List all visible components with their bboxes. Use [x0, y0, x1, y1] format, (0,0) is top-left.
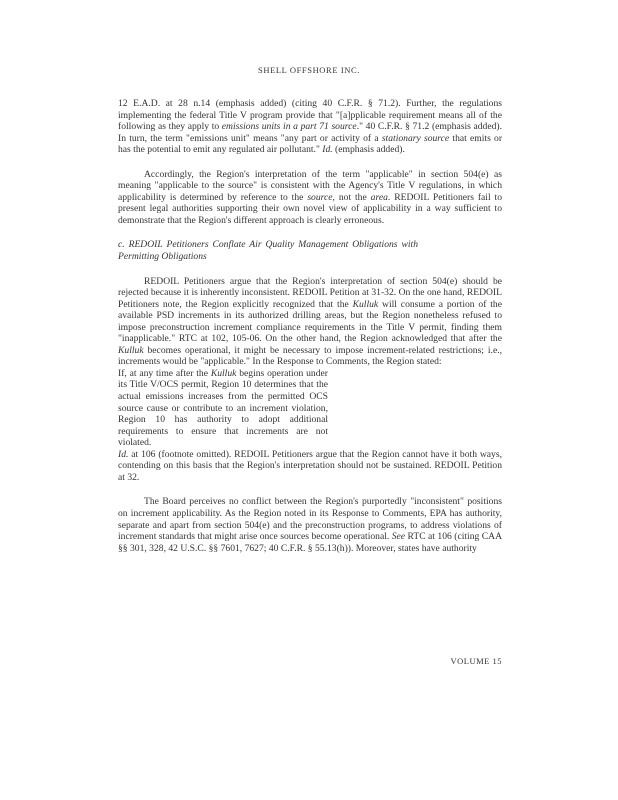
section-heading: c. REDOIL Petitioners Conflate Air Quality Management Obligations with Permitting Obligations [118, 239, 418, 263]
paragraph-2: Accordingly, the Region's interpretation of the term "applicable" in section 504(e) as meaning "applicable to the source" is consistent with the Agency's Title V regulations, in which applicability is determined by reference to the source, not the area. REDOIL Petitioners fail to present legal authorities supporting their own novel view of applicability in a way sufficient to demonstrate that the Region's different approach is clearly erroneous. [118, 168, 503, 226]
page-folio: VOLUME 15 [450, 656, 502, 666]
block-quote: If, at any time after the Kulluk begins operation under its Title V/OCS permit, Region 10 determines that the actual emissions increases from the permitted OCS source cause or contribute to an increment violation, Region 10 has authority to adopt additional requirements to ensure that increments are not violated. [118, 367, 328, 449]
running-head: SHELL OFFSHORE INC. [258, 65, 360, 75]
paragraph-4: Id. at 106 (footnote omitted). REDOIL Petitioners argue that the Region cannot have it both ways, contending on this basis that the Region's interpretation should not be sustained. REDOIL Petition at 32. [118, 448, 502, 483]
paragraph-1: 12 E.A.D. at 28 n.14 (emphasis added) (citing 40 C.F.R. § 71.2). Further, the regulations implementing the federal Title V program provide that "[a]pplicable requirement means all of the following as they apply to emissions units in a part 71 source." 40 C.F.R. § 71.2 (emphasis added). In turn, the term "emissions unit" means "any part or activity of a stationary source that emits or has the potential to emit any regulated air pollutant." Id. (emphasis added). [118, 98, 503, 156]
page-body [118, 98, 502, 554]
paragraph-3: REDOIL Petitioners argue that the Region's interpretation of section 504(e) should be rejected because it is inherently inconsistent. REDOIL Petition at 31-32. On the one hand, REDOIL Petitioners note, the Region explicitly recognized that the Kulluk will consume a portion of the available PSD increments in its authorized drilling areas, but the Region nonetheless refused to impose preconstruction increment compliance requirements in the Title V permit, finding them "inapplicable." RTC at 102, 105-06. On the other hand, the Region acknowledged that after the Kulluk becomes operational, it might be necessary to impose increment-related restrictions; i.e., increments would be "applicable." In the Response to Comments, the Region stated: [118, 275, 502, 368]
paragraph-5: The Board perceives no conflict between the Region's purportedly "inconsistent" positions on increment applicability. As the Region noted in its Response to Comments, EPA has authority, separate and apart from section 504(e) and the preconstruction programs, to address violations of increment standards that might arise once sources become operational. See RTC at 106 (citing CAA §§ 301, 328, 42 U.S.C. §§ 7601, 7627; 40 C.F.R. § 55.13(h)). Moreover, states have authority [118, 496, 502, 554]
